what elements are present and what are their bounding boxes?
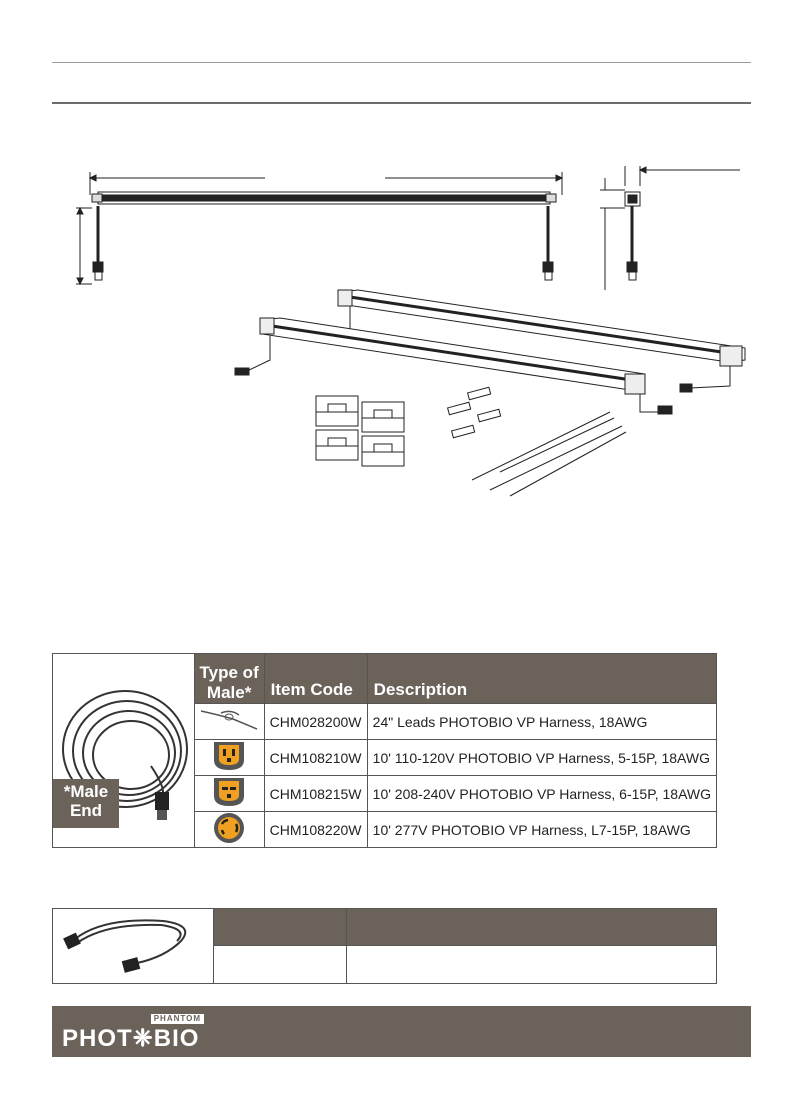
header-rule — [52, 102, 751, 104]
nema-l7-15p-plug-icon — [194, 812, 264, 848]
item-code: CHM108210W — [264, 740, 367, 776]
item-code-header: Item Code — [264, 654, 367, 704]
cable-description — [347, 946, 717, 984]
cable-item-code — [214, 946, 347, 984]
footer-bar — [52, 1006, 751, 1057]
logo-phantom-tag: PHANTOM — [151, 1014, 204, 1024]
male-end-label-line1: *Male — [63, 782, 109, 801]
item-code: CHM028200W — [264, 704, 367, 740]
item-code: CHM108215W — [264, 776, 367, 812]
harness-photo-cell — [53, 654, 195, 848]
male-end-label — [53, 779, 119, 828]
cable-table-header — [53, 909, 717, 946]
description-header: Description — [367, 654, 716, 704]
description: 10' 110-120V PHOTOBIO VP Harness, 5-15P, 18AWG — [367, 740, 716, 776]
item-code: CHM108220W — [264, 812, 367, 848]
harness-table-header — [53, 654, 717, 704]
description: 10' 208-240V PHOTOBIO VP Harness, 6-15P, 18AWG — [367, 776, 716, 812]
cable-table — [52, 908, 717, 984]
cable-photo-cell — [53, 909, 214, 984]
cable-header-col1 — [214, 909, 347, 946]
bare-leads-icon — [194, 704, 264, 740]
nema-5-15p-plug-icon — [194, 740, 264, 776]
top-rule — [52, 62, 751, 63]
description: 10' 277V PHOTOBIO VP Harness, L7-15P, 18AWG — [367, 812, 716, 848]
photobio-logo — [62, 1014, 204, 1052]
interconnect-cable-image — [53, 911, 211, 977]
logo-wordmark: PHOT❈BIO — [62, 1025, 200, 1052]
type-of-male-header-line2: Male* — [206, 683, 252, 702]
cable-header-col2 — [347, 909, 717, 946]
fixture-drawing — [40, 150, 760, 510]
description: 24" Leads PHOTOBIO VP Harness, 18AWG — [367, 704, 716, 740]
type-of-male-header-line1: Type of — [199, 663, 259, 682]
male-end-label-line2: End — [69, 801, 103, 820]
type-of-male-header — [194, 654, 264, 704]
harness-table — [52, 653, 717, 848]
nema-6-15p-plug-icon — [194, 776, 264, 812]
